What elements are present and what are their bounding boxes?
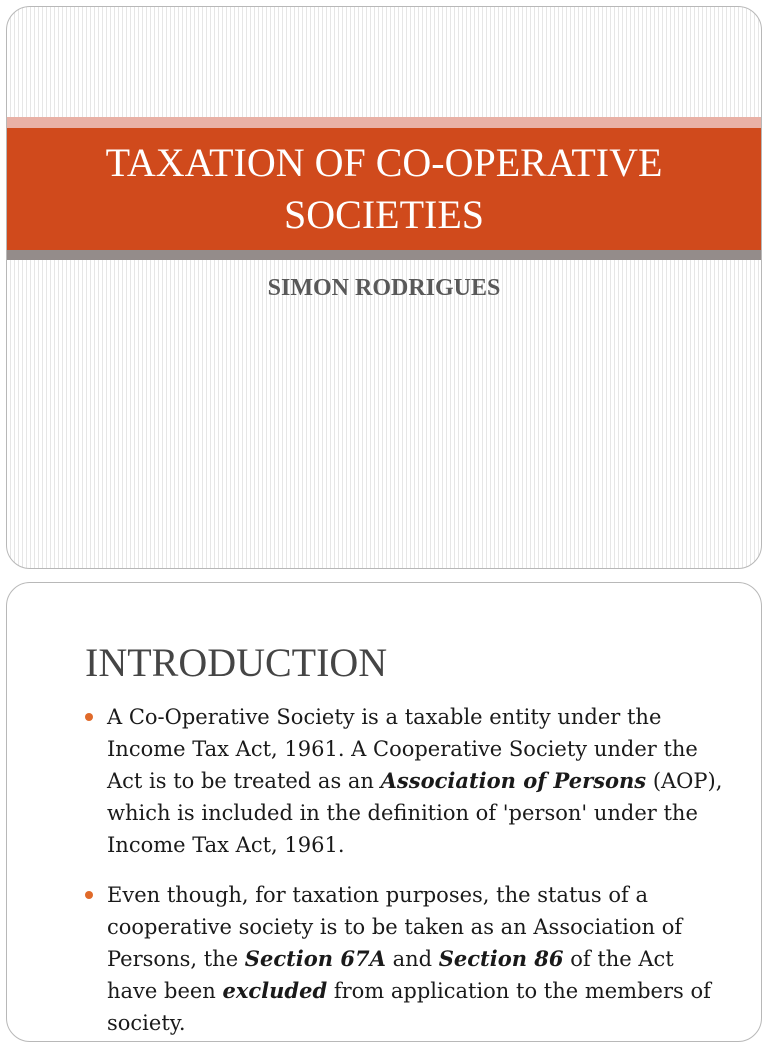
bullet-item-2 [85,879,725,1039]
bullet-1-emphasis-aop: Association of Persons [380,768,647,793]
bullet-2-emphasis-excluded: excluded [222,978,328,1003]
slide-heading: INTRODUCTION [85,640,388,685]
bullet-list [85,701,725,1042]
title-band [7,128,761,250]
bullet-dot-icon [85,713,93,721]
bullet-1-text-1: A Co-Operative Society is a taxable entity under the Income Tax Act, 1961. A Cooperative Society under the Act is to be treated as an [107,705,698,793]
bullet-1-text-2: (AOP), which is included in the definition of 'person' under the Income Tax Act, 1961. [107,769,723,857]
bullet-2-text-2: and [385,947,439,971]
bullet-dot-icon [85,891,93,899]
bullet-2-text-1: Even though, for taxation purposes, the status of a cooperative society is to be taken as an Association of Persons, the [107,883,683,971]
title-band-top-stripe [7,117,761,128]
bullet-2-emphasis-section-67a: Section 67A [244,946,386,971]
slide-title: TAXATION OF CO-OPERATIVE SOCIETIES [105,140,663,237]
bullet-2-text-3: of the Act have been [107,947,674,1003]
slide-subtitle-author: SIMON RODRIGUES [267,275,501,301]
bullet-item-1 [85,701,725,861]
bullet-2-emphasis-section-86: Section 86 [438,946,564,971]
introduction-slide [6,582,762,1042]
title-band-bottom-stripe [7,250,761,260]
title-slide [6,6,762,569]
bullet-2-text-4: from application to the members of society. [107,979,711,1035]
